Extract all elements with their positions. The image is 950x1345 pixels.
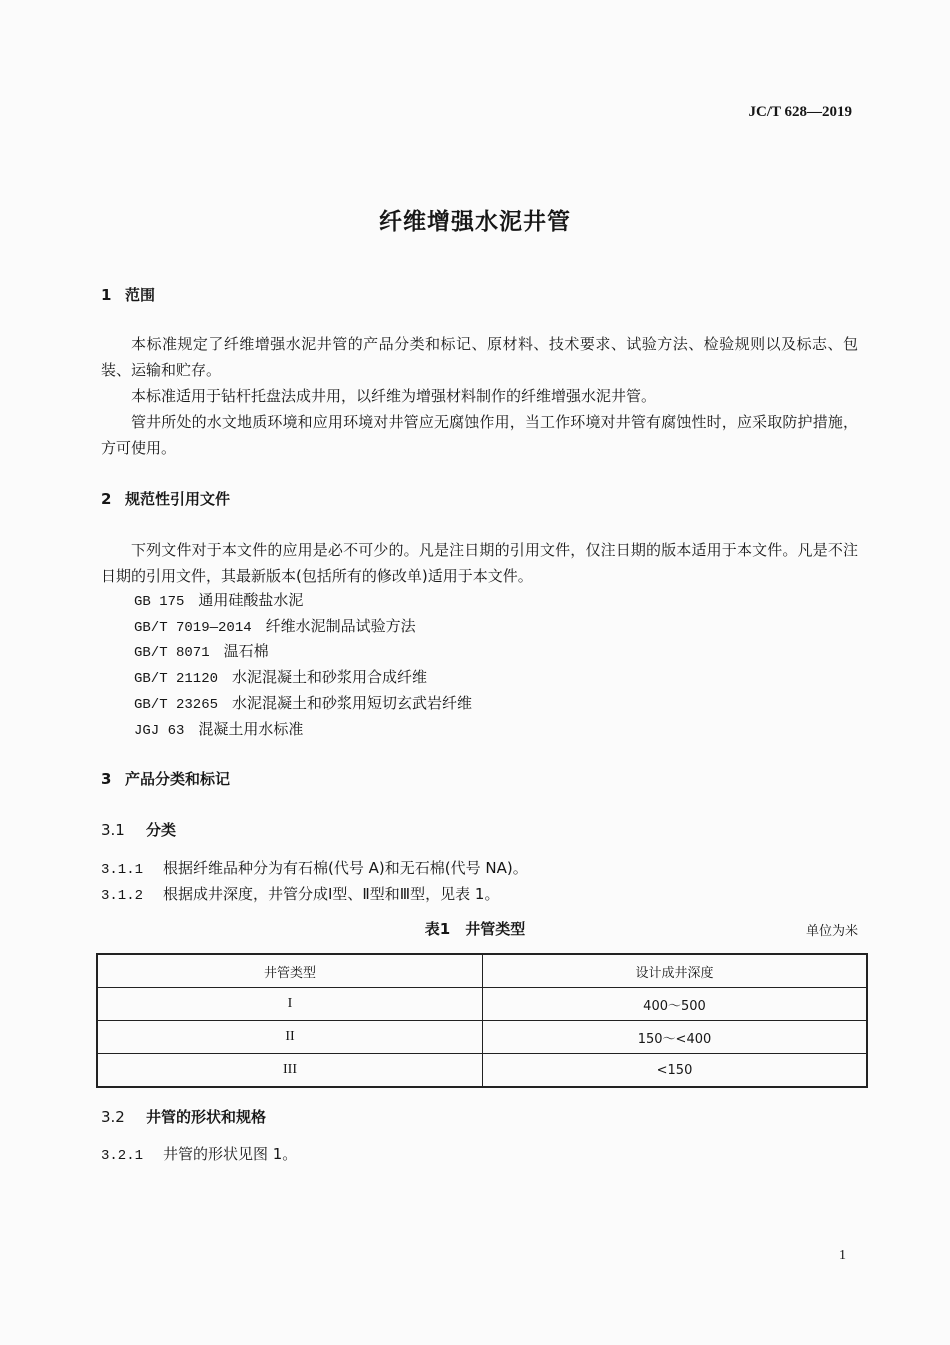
table-header-row bbox=[97, 954, 867, 988]
table-row bbox=[97, 988, 867, 1021]
reference-item bbox=[134, 640, 269, 661]
reference-code: JGJ 63 bbox=[134, 723, 185, 739]
reference-item bbox=[134, 589, 303, 610]
subsection-title: 分类 bbox=[146, 821, 177, 839]
cell-type: II bbox=[97, 1021, 483, 1054]
clause-3-1-1 bbox=[101, 857, 528, 878]
cell-depth: 150～<400 bbox=[483, 1021, 868, 1054]
table-1-caption: 表1 井管类型 bbox=[424, 920, 526, 938]
reference-item bbox=[134, 666, 427, 687]
clause-text: 根据成井深度，井管分成Ⅰ型、Ⅱ型和Ⅲ型，见表 1。 bbox=[163, 885, 500, 903]
standard-code: JC/T 628—2019 bbox=[748, 104, 852, 120]
section-number: 3 bbox=[101, 770, 112, 788]
reference-title: 纤维水泥制品试验方法 bbox=[265, 617, 416, 635]
reference-title: 水泥混凝土和砂浆用短切玄武岩纤维 bbox=[232, 694, 473, 712]
subsection-3-1-heading bbox=[101, 819, 176, 840]
table-row bbox=[97, 1021, 867, 1054]
reference-code: GB/T 23265 bbox=[134, 697, 219, 713]
section-number: 1 bbox=[101, 286, 112, 304]
column-header-type: 井管类型 bbox=[97, 954, 483, 988]
page-number: 1 bbox=[839, 1248, 846, 1263]
reference-title: 通用硅酸盐水泥 bbox=[198, 591, 304, 609]
cell-type: III bbox=[97, 1054, 483, 1088]
section-title: 规范性引用文件 bbox=[125, 490, 231, 508]
cell-depth: <150 bbox=[483, 1054, 868, 1088]
reference-title: 温石棉 bbox=[223, 642, 269, 660]
section-1-paragraph-3: 管井所处的水文地质环境和应用环境对井管应无腐蚀作用，当工作环境对井管有腐蚀性时，应采取防护措施，方可使用。 bbox=[101, 413, 858, 457]
subsection-title: 井管的形状和规格 bbox=[146, 1108, 267, 1126]
well-pipe-type-table bbox=[96, 953, 868, 1088]
section-title: 范围 bbox=[125, 286, 156, 304]
column-header-depth: 设计成井深度 bbox=[483, 954, 868, 988]
cell-type: I bbox=[97, 988, 483, 1021]
section-1-heading bbox=[101, 284, 155, 305]
reference-item bbox=[134, 692, 472, 713]
clause-text: 井管的形状见图 1。 bbox=[163, 1145, 298, 1163]
section-3-heading bbox=[101, 768, 230, 789]
subsection-3-2-heading bbox=[101, 1106, 266, 1127]
section-title: 产品分类和标记 bbox=[125, 770, 231, 788]
reference-item bbox=[134, 718, 303, 739]
clause-3-1-2 bbox=[101, 883, 499, 904]
clause-text: 根据纤维品种分为有石棉(代号 A)和无石棉(代号 NA)。 bbox=[163, 859, 528, 877]
clause-number: 3.1.2 bbox=[101, 888, 144, 904]
document-title: 纤维增强水泥井管 bbox=[379, 209, 571, 235]
section-1-paragraph-1: 本标准规定了纤维增强水泥井管的产品分类和标记、原材料、技术要求、试验方法、检验规则以及标志、包装、运输和贮存。 bbox=[101, 335, 858, 379]
clause-number: 3.1.1 bbox=[101, 862, 144, 878]
section-number: 2 bbox=[101, 490, 112, 508]
section-2-intro: 下列文件对于本文件的应用是必不可少的。凡是注日期的引用文件，仅注日期的版本适用于本文件。凡是不注日期的引用文件，其最新版本(包括所有的修改单)适用于本文件。 bbox=[101, 541, 858, 585]
table-1-unit: 单位为米 bbox=[805, 924, 858, 939]
section-2-heading bbox=[101, 488, 230, 509]
cell-depth: 400～500 bbox=[483, 988, 868, 1021]
reference-code: GB/T 21120 bbox=[134, 671, 219, 687]
reference-code: GB/T 7019—2014 bbox=[134, 620, 252, 636]
clause-number: 3.2.1 bbox=[101, 1148, 144, 1164]
reference-title: 混凝土用水标准 bbox=[198, 720, 304, 738]
table-row bbox=[97, 1054, 867, 1088]
reference-title: 水泥混凝土和砂浆用合成纤维 bbox=[232, 668, 428, 686]
reference-code: GB/T 8071 bbox=[134, 645, 210, 661]
clause-3-2-1 bbox=[101, 1143, 297, 1164]
reference-item bbox=[134, 615, 416, 636]
section-1-paragraph-2: 本标准适用于钻杆托盘法成井用，以纤维为增强材料制作的纤维增强水泥井管。 bbox=[131, 387, 657, 405]
reference-code: GB 175 bbox=[134, 594, 185, 610]
subsection-number: 3.1 bbox=[101, 821, 125, 839]
subsection-number: 3.2 bbox=[101, 1108, 125, 1126]
